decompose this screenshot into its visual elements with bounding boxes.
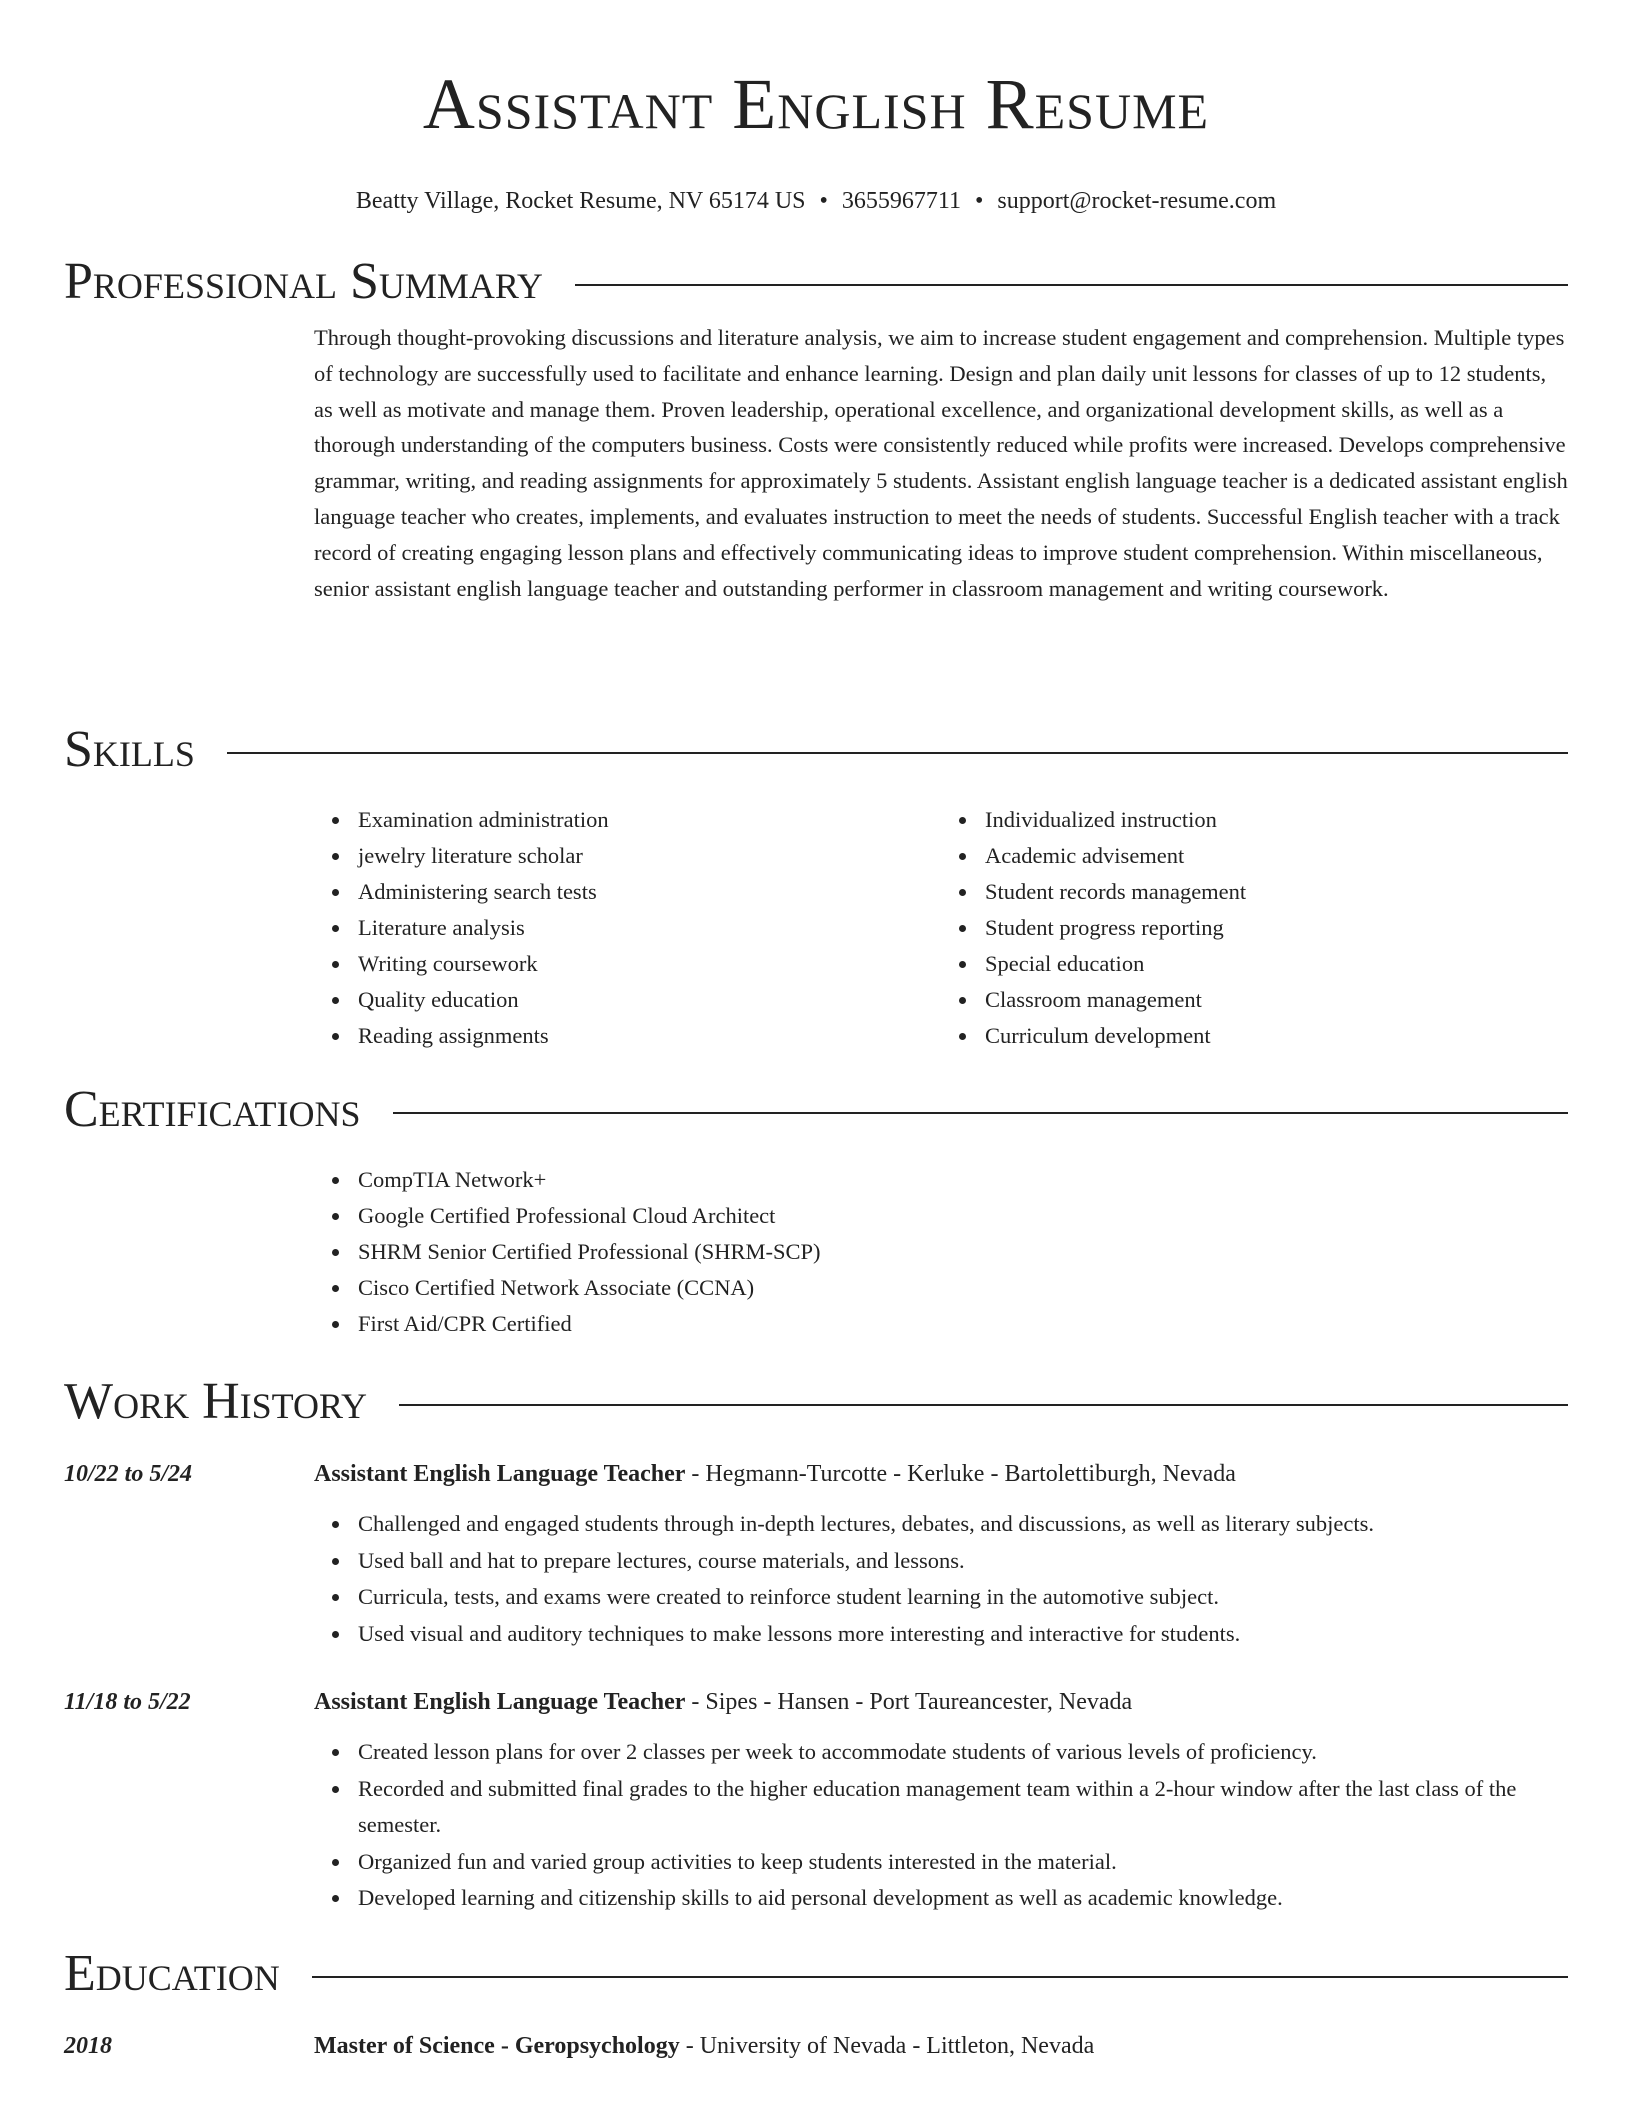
contact-email[interactable]: support@rocket-resume.com — [997, 188, 1277, 214]
certifications-content — [314, 1162, 1568, 1342]
skills-heading: Skills — [64, 721, 195, 778]
job-bullet: Used ball and hat to prepare lectures, course materials, and lessons. — [358, 1543, 1568, 1580]
job-bullets — [314, 1734, 1568, 1917]
job-employer: - Sipes - Hansen - Port Taureancester, Nevada — [685, 1689, 1133, 1715]
job-role — [314, 1684, 1132, 1720]
work-heading: Work History — [64, 1373, 368, 1430]
education-school: - University of Nevada - Littleton, Nevada — [679, 2033, 1095, 2059]
certifications-heading: Certifications — [64, 1081, 361, 1138]
skills-section — [64, 720, 1568, 1054]
job-bullet-list — [314, 1506, 1568, 1652]
skill-item: Student records management — [985, 874, 1568, 910]
job-employer: - Hegmann-Turcotte - Kerluke - Bartolettiburgh, Nevada — [685, 1461, 1236, 1487]
certification-item: SHRM Senior Certified Professional (SHRM-SCP) — [358, 1234, 1568, 1270]
certifications-heading-row — [64, 1080, 1568, 1140]
summary-section — [64, 252, 1568, 606]
skill-item: Administering search tests — [358, 874, 941, 910]
contact-separator: • — [819, 188, 828, 214]
skill-item: Writing coursework — [358, 946, 941, 982]
certifications-section — [64, 1080, 1568, 1342]
certification-item: CompTIA Network+ — [358, 1162, 1568, 1198]
skills-columns — [314, 802, 1568, 1054]
job-title: Assistant English Language Teacher — [314, 1689, 686, 1715]
job-role — [314, 1456, 1236, 1492]
job-bullet-list — [314, 1734, 1568, 1917]
skill-item: Classroom management — [985, 982, 1568, 1018]
skill-item: Literature analysis — [358, 910, 941, 946]
job-bullet: Used visual and auditory techniques to make lessons more interesting and interactive for students. — [358, 1616, 1568, 1653]
job-bullet: Created lesson plans for over 2 classes per week to accommodate students of various levels of proficiency. — [358, 1734, 1568, 1771]
certification-item: First Aid/CPR Certified — [358, 1306, 1568, 1342]
resume-title: Assistant English Resume — [422, 64, 1210, 144]
section-divider — [312, 1976, 1568, 1978]
job-bullet: Challenged and engaged students through in-depth lectures, debates, and discussions, as well as literary subjects. — [358, 1506, 1568, 1543]
certification-item: Google Certified Professional Cloud Architect — [358, 1198, 1568, 1234]
summary-text: Through thought-provoking discussions and literature analysis, we aim to increase student engagement and comprehension. Multiple types of technology are successfully used to facilitate and enhance learning. Design and plan daily unit lessons for classes of up to 12 students, as well as motivate and manage them. Proven leadership, operational excellence, and organizational development skills, as well as a thorough understanding of the computers business. Costs were consistently reduced while profits were increased. Develops comprehensive grammar, writing, and reading assignments for approximately 5 students. Assistant english language teacher is a dedicated assistant english language teacher who creates, implements, and evaluates instruction to meet the needs of students. Successful English teacher with a track record of creating engaging lesson plans and effectively communicating ideas to improve student comprehension. Within miscellaneous, senior assistant english language teacher and outstanding performer in classroom management and writing coursework. — [314, 325, 1568, 601]
job-title: Assistant English Language Teacher — [314, 1461, 686, 1487]
job-bullet: Organized fun and varied group activities to keep students interested in the material. — [358, 1844, 1568, 1881]
job-date: 11/18 to 5/22 — [64, 1689, 191, 1715]
section-divider — [393, 1112, 1568, 1114]
skill-item: Individualized instruction — [985, 802, 1568, 838]
job-date: 10/22 to 5/24 — [64, 1461, 193, 1487]
job-bullets — [314, 1506, 1568, 1652]
education-heading-row — [64, 1944, 1568, 2004]
summary-heading: Professional Summary — [64, 253, 543, 310]
job-bullet: Curricula, tests, and exams were created to reinforce student learning in the automotive subject. — [358, 1579, 1568, 1616]
job-header — [64, 1684, 1568, 1720]
skill-item: Examination administration — [358, 802, 941, 838]
skill-item: jewelry literature scholar — [358, 838, 941, 874]
contact-separator: • — [975, 188, 984, 214]
job-entry — [64, 1684, 1568, 1917]
skill-item: Special education — [985, 946, 1568, 982]
skill-item: Academic advisement — [985, 838, 1568, 874]
job-entry — [64, 1456, 1568, 1652]
education-degree: Master of Science - Geropsychology — [314, 2033, 680, 2059]
contact-phone: 3655967711 — [841, 188, 962, 214]
summary-heading-row — [64, 252, 1568, 312]
education-entry — [64, 2028, 1568, 2064]
section-divider — [227, 752, 1568, 754]
education-heading: Education — [64, 1945, 280, 2002]
skills-list-left — [314, 802, 941, 1054]
contact-address: Beatty Village, Rocket Resume, NV 65174 US — [355, 188, 806, 214]
job-bullet: Recorded and submitted final grades to the higher education management team within a 2-hour window after the last class of the semester. — [358, 1771, 1568, 1844]
education-date: 2018 — [64, 2033, 112, 2059]
resume-page — [64, 0, 1568, 2059]
certification-item: Cisco Certified Network Associate (CCNA) — [358, 1270, 1568, 1306]
education-role — [314, 2028, 1094, 2064]
education-section — [64, 1944, 1568, 2064]
skill-item: Curriculum development — [985, 1018, 1568, 1054]
skill-item: Student progress reporting — [985, 910, 1568, 946]
job-header — [64, 1456, 1568, 1492]
work-heading-row — [64, 1372, 1568, 1432]
work-history-section — [64, 1372, 1568, 1917]
skills-list-right — [941, 802, 1568, 1054]
contact-line — [64, 186, 1568, 216]
skill-item: Reading assignments — [358, 1018, 941, 1054]
job-bullet: Developed learning and citizenship skills to aid personal development as well as academic knowledge. — [358, 1880, 1568, 1917]
section-divider — [399, 1404, 1568, 1406]
section-divider — [575, 284, 1568, 286]
skill-item: Quality education — [358, 982, 941, 1018]
certifications-list — [314, 1162, 1568, 1342]
skills-heading-row — [64, 720, 1568, 780]
